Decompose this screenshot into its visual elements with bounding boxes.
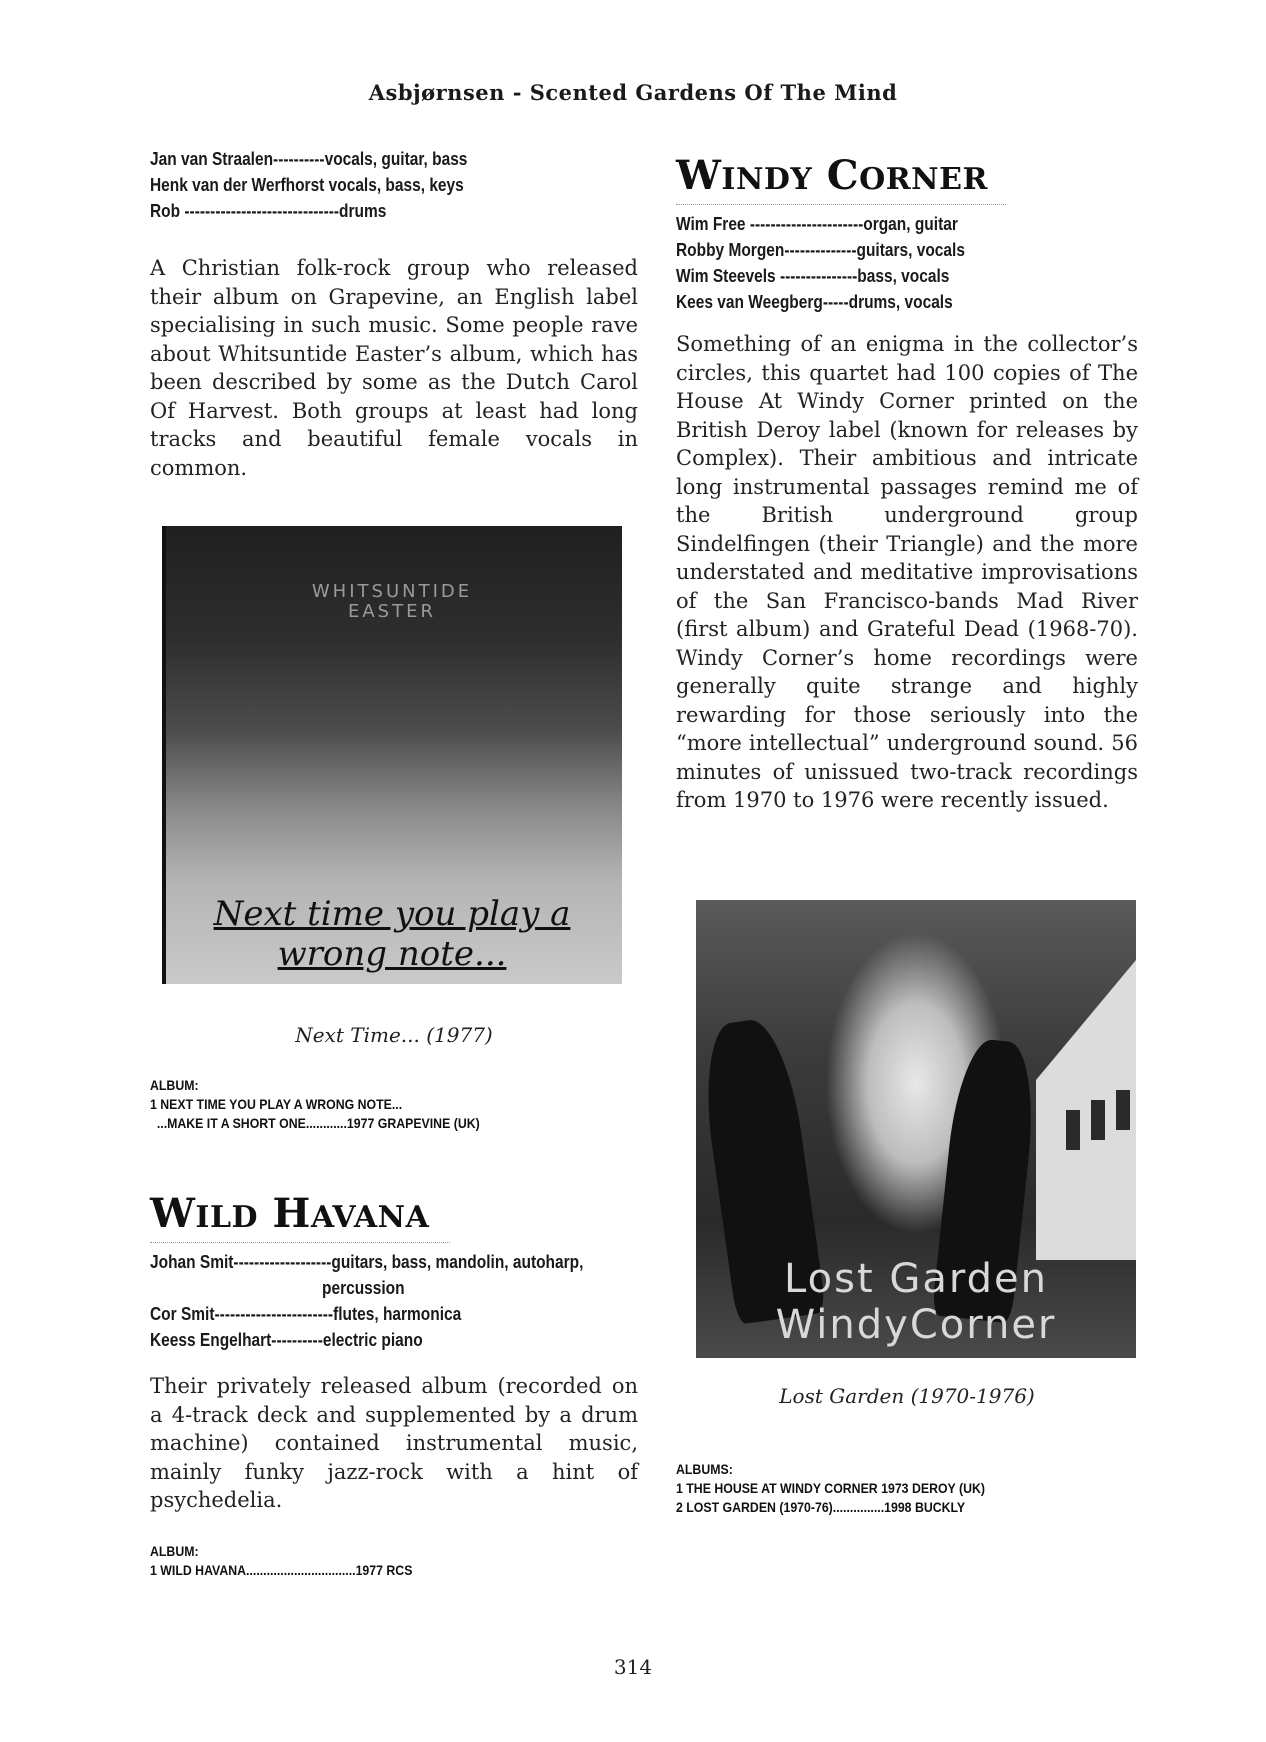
title-underline bbox=[150, 1240, 450, 1243]
lineup-wild-havana bbox=[150, 1249, 637, 1353]
house-wall bbox=[1036, 960, 1136, 1260]
lineup-row: Robby Morgen--------------guitars, vocals bbox=[676, 240, 965, 260]
discog-heading: ALBUM: bbox=[150, 1543, 199, 1559]
windy-corner-section bbox=[676, 154, 1138, 315]
lineup-row: percussion bbox=[322, 1278, 405, 1298]
discog-entry: 1 NEXT TIME YOU PLAY A WRONG NOTE... bbox=[150, 1096, 403, 1112]
title-cap: W bbox=[676, 152, 722, 199]
whitsuntide-paragraph: A Christian folk-rock group who released their album on Grapevine, an English label specialising in such music. Some people rave about Whitsuntide Easter’s album, which has been described by some as the Dutch Carol Of Harvest. Both groups at least had long tracks and beautiful female vocals in common. bbox=[150, 256, 638, 480]
album-cover-next-time bbox=[162, 526, 622, 984]
title-cap: C bbox=[826, 152, 860, 199]
discography-wild-havana bbox=[150, 1542, 1266, 1580]
discog-entry: 1 THE HOUSE AT WINDY CORNER 1973 DEROY (UK) bbox=[676, 1480, 985, 1496]
left-column bbox=[150, 146, 638, 224]
title-rest: ILD bbox=[195, 1200, 259, 1235]
lineup-row: Johan Smit-------------------guitars, bass, mandolin, autoharp, bbox=[150, 1252, 584, 1272]
title-rest: ORNER bbox=[859, 162, 988, 197]
discog-entry: 1 WILD HAVANA................................1977 RCS bbox=[150, 1562, 413, 1578]
title-cap: W bbox=[150, 1190, 196, 1237]
discog-heading: ALBUM: bbox=[150, 1077, 199, 1093]
cover-title bbox=[162, 582, 622, 622]
house-window bbox=[1066, 1110, 1080, 1150]
discog-entry: 2 LOST GARDEN (1970-76)...............1998 BUCKLY bbox=[676, 1499, 966, 1515]
wild-havana-section bbox=[150, 1192, 638, 1353]
lineup-row: Jan van Straalen----------vocals, guitar, bass bbox=[150, 149, 468, 169]
band-title-wild-havana bbox=[150, 1192, 638, 1240]
discog-entry: ...MAKE IT A SHORT ONE............1977 GRAPEVINE (UK) bbox=[150, 1115, 480, 1131]
lineup-row: Keess Engelhart----------electric piano bbox=[150, 1330, 423, 1350]
cover-title-line1: WHITSUNTIDE bbox=[311, 581, 473, 602]
lineup-row: Wim Free ----------------------organ, guitar bbox=[676, 214, 958, 234]
page-number: 314 bbox=[613, 1655, 653, 1679]
cover-script-text: Next time you play a wrong note... bbox=[213, 894, 571, 974]
title-cap: H bbox=[272, 1190, 311, 1237]
discography-windy-corner bbox=[676, 1460, 1266, 1517]
house-window bbox=[1116, 1090, 1130, 1130]
house-window bbox=[1091, 1100, 1105, 1140]
title-rest: AVANA bbox=[310, 1200, 430, 1235]
discog-heading: ALBUMS: bbox=[676, 1461, 733, 1477]
caption-next-time: Next Time... (1977) bbox=[295, 1023, 493, 1047]
lineup-row: Wim Steevels ---------------bass, vocals bbox=[676, 266, 950, 286]
album-cover-lost-garden bbox=[696, 900, 1136, 1358]
lineup-row: Cor Smit-----------------------flutes, harmonica bbox=[150, 1304, 462, 1324]
lineup-row: Rob ------------------------------drums bbox=[150, 201, 387, 221]
cover-band-text: Lost Garden WindyCorner bbox=[775, 1256, 1057, 1348]
cover-title-line2: EASTER bbox=[348, 601, 436, 622]
lineup-row: Henk van der Werfhorst vocals, bass, keys bbox=[150, 175, 464, 195]
band-title-windy-corner bbox=[676, 154, 1138, 202]
windy-corner-paragraph: Something of an enigma in the collector’s circles, this quartet had 100 copies of The House At Windy Corner printed on the British Deroy label (known for releases by Complex). Their ambitious and intricate long instrumental passages remind me of the British underground group Sindelfingen (their Triangle) and the more understated and meditative improvisations of the San Francisco-bands Mad River (first album) and Grateful Dead (1968-70). Windy Corner’s home recordings were generally quite strange and highly rewarding for those seriously into the “more intellectual” underground sound. 56 minutes of unissued two-track recordings from 1970 to 1976 were recently issued. bbox=[676, 332, 1138, 812]
title-rest: INDY bbox=[721, 162, 813, 197]
lineup-windy-corner bbox=[676, 211, 1137, 315]
lineup-whitsuntide-easter bbox=[150, 146, 637, 224]
caption-lost-garden: Lost Garden (1970-1976) bbox=[779, 1384, 1035, 1408]
wild-havana-paragraph: Their privately released album (recorded on a 4-track deck and supplemented by a drum machine) contained instrumental music, mainly funky jazz-rock with a hint of psychedelia. bbox=[150, 1374, 638, 1512]
lineup-row: Kees van Weegberg-----drums, vocals bbox=[676, 292, 953, 312]
running-head: Asbjørnsen - Scented Gardens Of The Mind bbox=[368, 80, 898, 105]
title-underline bbox=[676, 202, 1006, 205]
